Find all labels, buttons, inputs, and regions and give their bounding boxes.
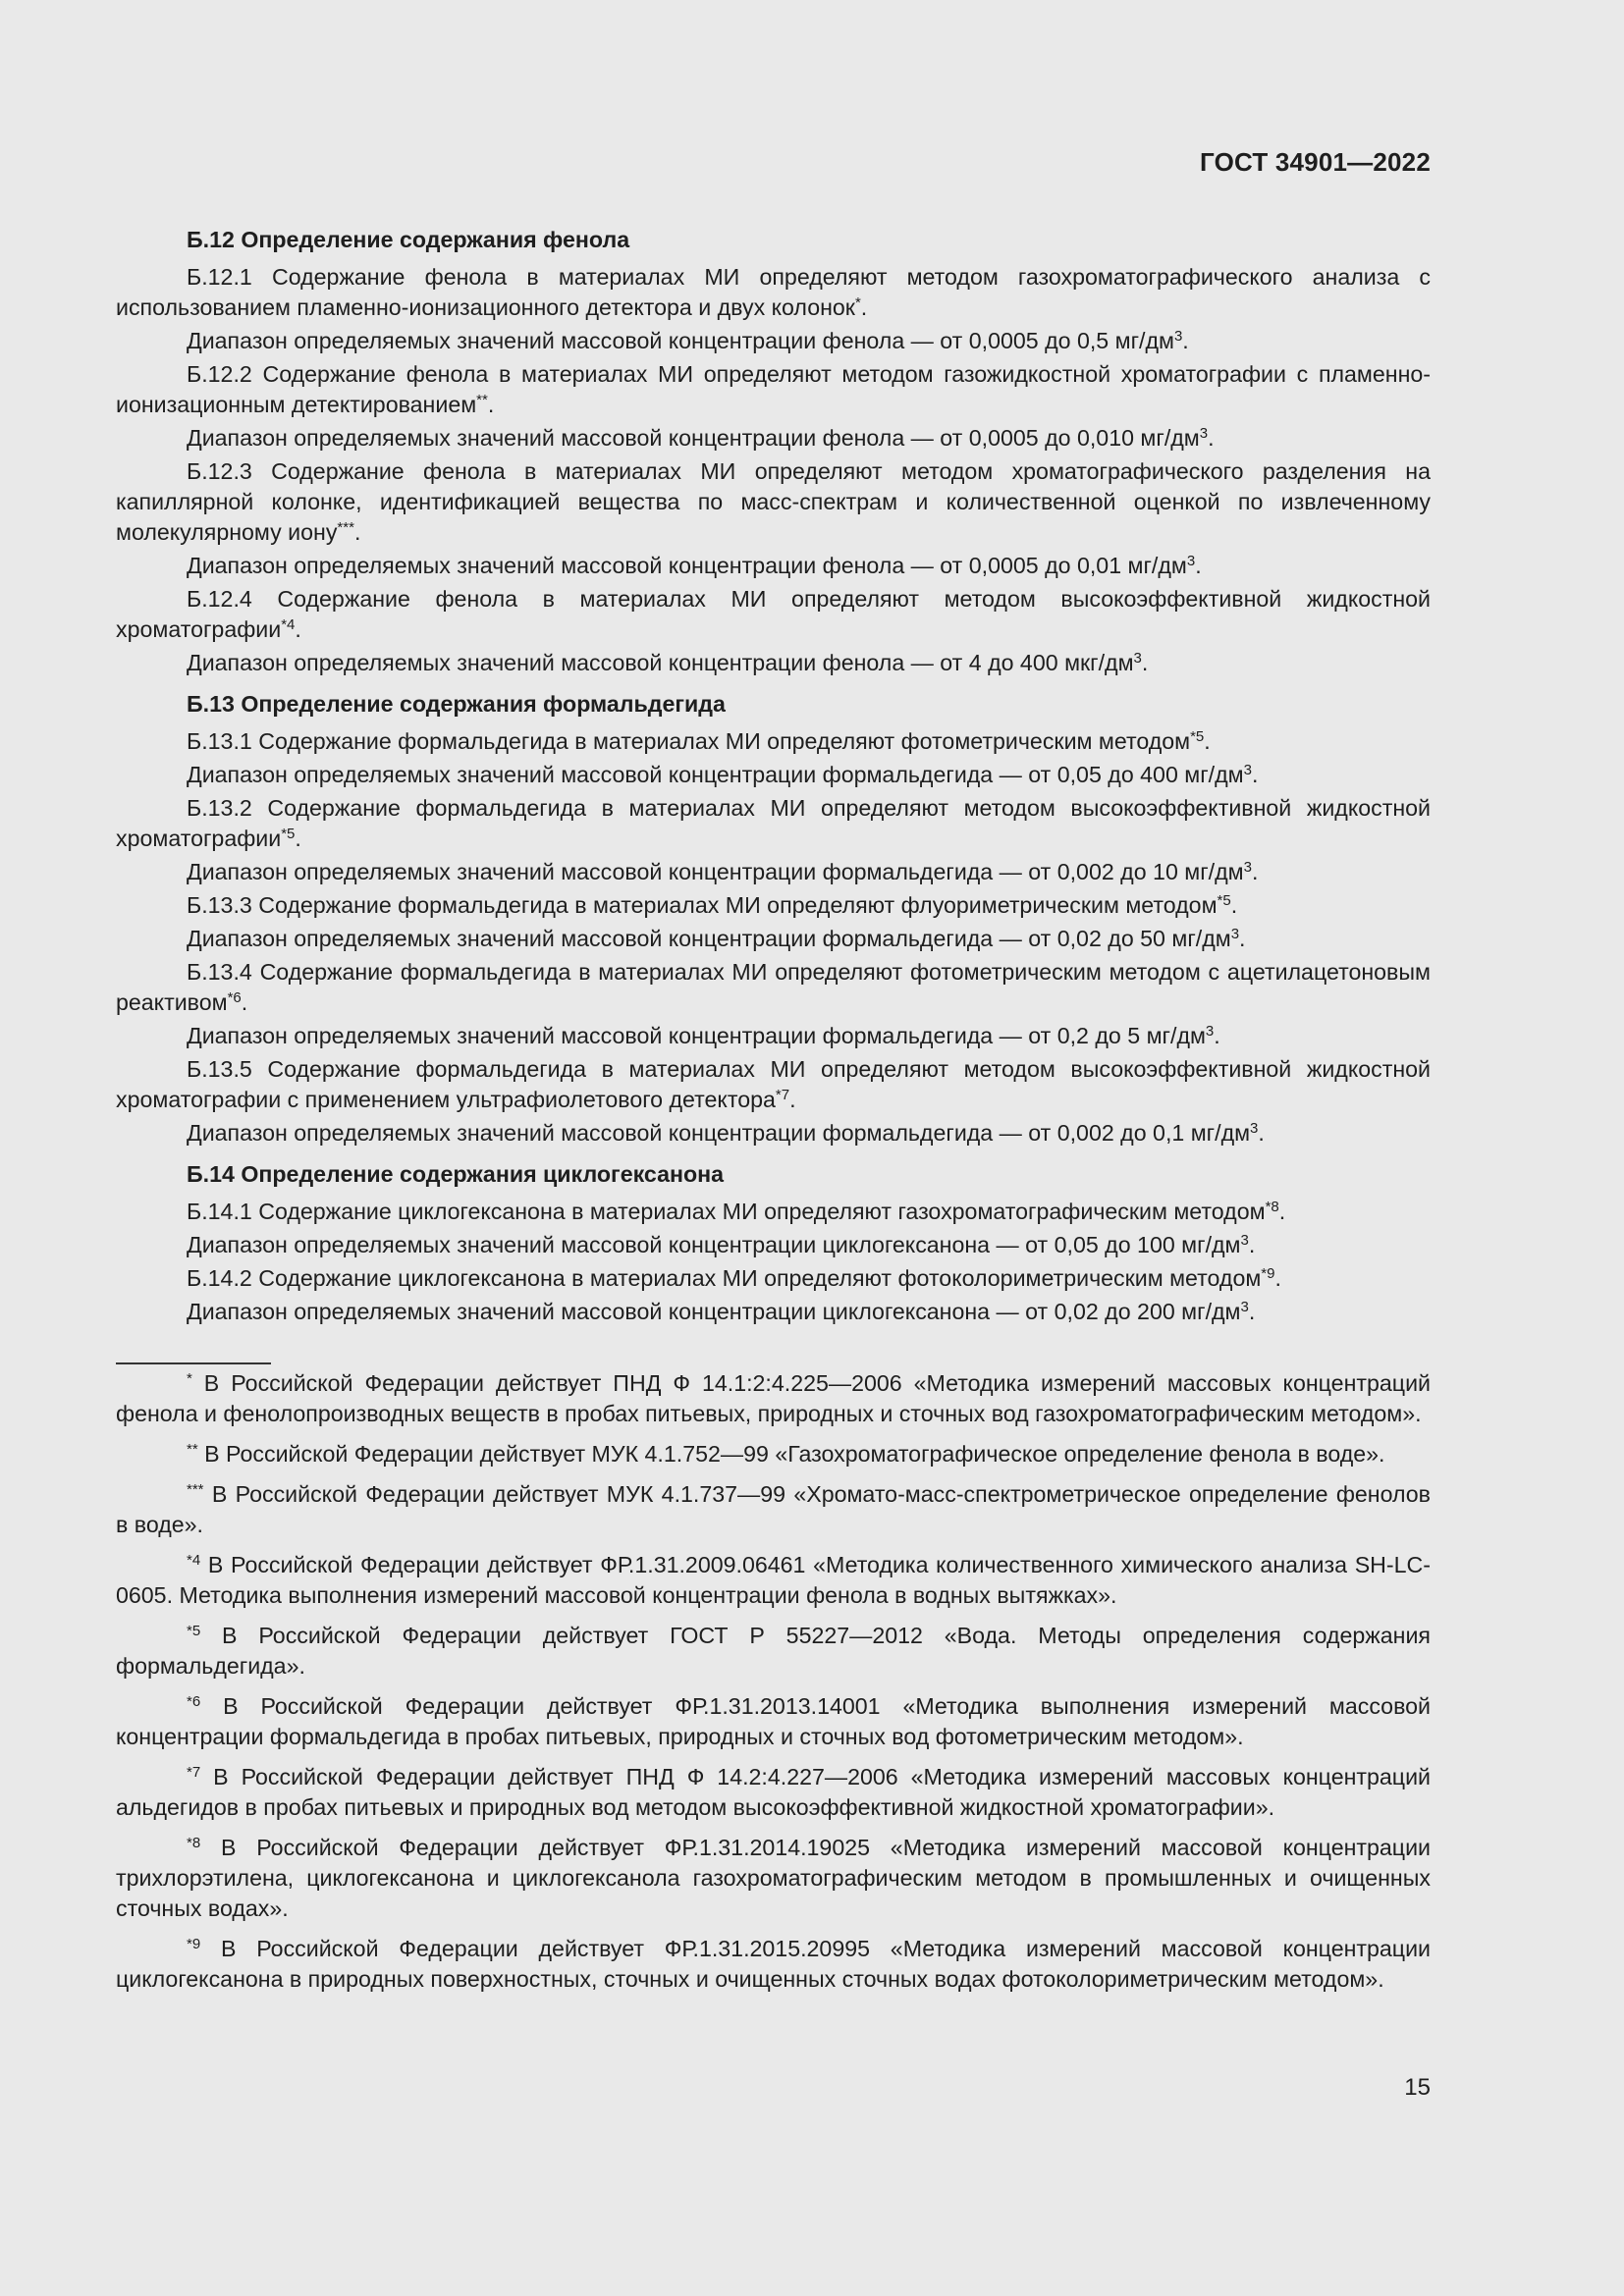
paragraph	[116, 551, 1431, 581]
superscript-mark: *5	[281, 826, 296, 842]
paragraph	[116, 957, 1431, 1018]
paragraph	[116, 1118, 1431, 1148]
main-content	[116, 225, 1431, 1330]
superscript-mark: 3	[1205, 1023, 1215, 1040]
footnote	[116, 1833, 1431, 1924]
paragraph	[116, 1021, 1431, 1051]
paragraph	[116, 423, 1431, 454]
paragraph-text: Б.13.5 Содержание формальдегида в материалах МИ определяют методом высокоэффективной жидкостной хроматографии с применением ультрафиолетового детектора	[116, 1056, 1431, 1112]
superscript-mark: 3	[1230, 926, 1240, 942]
paragraph-tail: .	[1278, 1199, 1286, 1224]
paragraph-tail: .	[295, 826, 301, 851]
paragraph	[116, 1263, 1431, 1294]
footnote-text: В Российской Федерации действует ФР.1.31.2014.19025 «Методика измерений массовой концентрации трихлорэтилена, циклогексанона и циклогексанола газохроматографическим методом в промышленных и очищенных сточных водах».	[116, 1835, 1431, 1921]
paragraph-tail: .	[1195, 553, 1202, 578]
paragraph-text: Диапазон определяемых значений массовой концентрации формальдегида — от 0,02 до 50 мг/дм	[187, 926, 1231, 951]
superscript-mark: *7	[775, 1087, 790, 1103]
paragraph-tail: .	[1141, 650, 1149, 675]
paragraph-text: Диапазон определяемых значений массовой концентрации фенола — от 0,0005 до 0,010 мг/дм	[187, 425, 1200, 451]
paragraph	[116, 584, 1431, 645]
footnote-mark: **	[187, 1441, 198, 1458]
paragraph-text: Диапазон определяемых значений массовой концентрации формальдегида — от 0,05 до 400 мг/дм	[187, 762, 1244, 787]
paragraph	[116, 456, 1431, 548]
section-heading-text: Б.14 Определение содержания циклогексанона	[187, 1161, 725, 1187]
footnote-text: В Российской Федерации действует ПНД Ф 14.1:2:4.225—2006 «Методика измерений массовых концентраций фенола и фенолопроизводных веществ в пробах питьевых, природных и сточных вод газохроматографическим методом».	[116, 1370, 1431, 1426]
paragraph-tail: .	[487, 392, 495, 417]
superscript-mark: ***	[337, 519, 354, 536]
paragraph-text: Диапазон определяемых значений массовой концентрации формальдегида — от 0,002 до 0,1 мг/дм	[187, 1120, 1251, 1146]
footnote-separator	[116, 1362, 271, 1364]
superscript-mark: *	[854, 294, 861, 311]
superscript-mark: 3	[1240, 1232, 1249, 1249]
paragraph-text: Б.12.4 Содержание фенола в материалах МИ определяют методом высокоэффективной жидкостной хроматографии	[116, 586, 1431, 642]
superscript-mark: 3	[1240, 1299, 1249, 1315]
paragraph-text: Б.12.2 Содержание фенола в материалах МИ определяют методом газожидкостной хроматографии с пламенно-ионизационным детектированием	[116, 361, 1431, 417]
paragraph	[116, 726, 1431, 757]
paragraph-tail: .	[1248, 1232, 1256, 1257]
paragraph-text: Диапазон определяемых значений массовой концентрации фенола — от 0,0005 до 0,01 мг/дм	[187, 553, 1187, 578]
paragraph-text: Б.13.1 Содержание формальдегида в материалах МИ определяют фотометрическим методом	[187, 728, 1191, 754]
paragraph-tail: .	[1248, 1299, 1256, 1324]
paragraph-tail: .	[1208, 425, 1215, 451]
footnote-text: В Российской Федерации действует ПНД Ф 14.2:4.227—2006 «Методика измерений массовых концентраций альдегидов в пробах питьевых и природных вод методом высокоэффективной жидкостной хроматографии».	[116, 1764, 1431, 1820]
paragraph	[116, 359, 1431, 420]
superscript-mark: *4	[281, 616, 296, 633]
paragraph	[116, 1054, 1431, 1115]
paragraph	[116, 1230, 1431, 1260]
footnote-text: В Российской Федерации действует ГОСТ Р 55227—2012 «Вода. Методы определения содержания формальдегида».	[116, 1623, 1431, 1679]
footnote	[116, 1479, 1431, 1540]
paragraph-text: Диапазон определяемых значений массовой концентрации циклогексанона — от 0,02 до 200 мг/дм	[187, 1299, 1241, 1324]
footnote-mark: *9	[187, 1936, 201, 1952]
paragraph-tail: .	[1182, 328, 1189, 353]
footnotes-section	[116, 1362, 1431, 2004]
footnote-mark: ***	[187, 1481, 204, 1498]
footnote-mark: *8	[187, 1835, 201, 1851]
footnote	[116, 1762, 1431, 1823]
section-heading-text: Б.12 Определение содержания фенола	[187, 227, 630, 252]
footnote-text: В Российской Федерации действует МУК 4.1.752—99 «Газохроматографическое определение фенола в воде».	[197, 1441, 1385, 1467]
paragraph-text: Б.13.3 Содержание формальдегида в материалах МИ определяют флуориметрическим методом	[187, 892, 1218, 918]
footnote	[116, 1368, 1431, 1429]
document-id-header: ГОСТ 34901—2022	[1200, 147, 1431, 177]
paragraph-tail: .	[1251, 762, 1259, 787]
footnote-mark: *4	[187, 1552, 201, 1569]
paragraph	[116, 924, 1431, 954]
paragraph-text: Б.13.4 Содержание формальдегида в материалах МИ определяют фотометрическим методом с ацетилацетоновым реактивом	[116, 959, 1431, 1015]
footnote	[116, 1550, 1431, 1611]
paragraph	[116, 857, 1431, 887]
paragraph-tail: .	[241, 989, 248, 1015]
superscript-mark: 3	[1243, 762, 1252, 778]
superscript-mark: 3	[1186, 553, 1196, 569]
paragraph-tail: .	[789, 1087, 796, 1112]
superscript-mark: 3	[1243, 859, 1252, 876]
superscript-mark: **	[476, 392, 488, 408]
superscript-mark: 3	[1173, 328, 1183, 345]
paragraph-text: Диапазон определяемых значений массовой концентрации фенола — от 0,0005 до 0,5 мг/дм	[187, 328, 1174, 353]
footnote-text: В Российской Федерации действует ФР.1.31.2015.20995 «Методика измерений массовой концентрации циклогексанона в природных поверхностных, сточных и очищенных сточных водах фотоколориметрическим методом».	[116, 1936, 1431, 1992]
superscript-mark: *5	[1190, 728, 1205, 745]
paragraph-text: Диапазон определяемых значений массовой концентрации формальдегида — от 0,2 до 5 мг/дм	[187, 1023, 1206, 1048]
paragraph-text: Б.13.2 Содержание формальдегида в материалах МИ определяют методом высокоэффективной жидкостной хроматографии	[116, 795, 1431, 851]
superscript-mark: 3	[1133, 650, 1142, 667]
paragraph-tail: .	[1274, 1265, 1281, 1291]
paragraph	[116, 1297, 1431, 1327]
paragraph	[116, 326, 1431, 356]
footnote-text: В Российской Федерации действует ФР.1.31.2009.06461 «Методика количественного химического анализа SH-LC-0605. Методика выполнения измерений массовой концентрации фенола в водных вытяжках».	[116, 1552, 1431, 1608]
superscript-mark: *8	[1265, 1199, 1279, 1215]
paragraph-text: Диапазон определяемых значений массовой концентрации циклогексанона — от 0,05 до 100 мг/дм	[187, 1232, 1241, 1257]
superscript-mark: *9	[1261, 1265, 1275, 1282]
section-heading	[116, 1159, 1431, 1190]
paragraph-tail: .	[295, 616, 301, 642]
paragraph	[116, 890, 1431, 921]
footnote-mark: *5	[187, 1623, 201, 1639]
paragraph-text: Б.12.1 Содержание фенола в материалах МИ определяют методом газохроматографического анализа с использованием пламенно-ионизационного детектора и двух колонок	[116, 264, 1431, 320]
superscript-mark: *6	[227, 989, 242, 1006]
superscript-mark: *5	[1217, 892, 1231, 909]
paragraph-text: Б.14.1 Содержание циклогексанона в материалах МИ определяют газохроматографическим методом	[187, 1199, 1266, 1224]
paragraph	[116, 1197, 1431, 1227]
paragraph-tail: .	[1230, 892, 1238, 918]
paragraph-tail: .	[1214, 1023, 1220, 1048]
page-number: 15	[1404, 2074, 1431, 2101]
footnote-mark: *6	[187, 1693, 201, 1710]
paragraph-tail: .	[1204, 728, 1211, 754]
paragraph-text: Б.12.3 Содержание фенола в материалах МИ определяют методом хроматографического разделения на капиллярной колонке, идентификацией вещества по масс-спектрам и количественной оценкой по извлеченному молекулярному иону	[116, 458, 1431, 545]
footnote	[116, 1439, 1431, 1469]
paragraph-tail: .	[353, 519, 361, 545]
paragraph-tail: .	[1251, 859, 1259, 884]
footnote-text: В Российской Федерации действует МУК 4.1.737—99 «Хромато-масс-спектрометрическое определение фенолов в воде».	[116, 1481, 1431, 1537]
footnote-mark: *7	[187, 1764, 201, 1781]
paragraph-text: Диапазон определяемых значений массовой концентрации фенола — от 4 до 400 мкг/дм	[187, 650, 1134, 675]
footnote	[116, 1691, 1431, 1752]
section-heading	[116, 689, 1431, 720]
superscript-mark: 3	[1250, 1120, 1259, 1137]
footnote	[116, 1934, 1431, 1995]
footnote-mark: *	[187, 1370, 192, 1387]
paragraph-tail: .	[860, 294, 868, 320]
footnote-text: В Российской Федерации действует ФР.1.31.2013.14001 «Методика выполнения измерений массовой концентрации формальдегида в пробах питьевых, природных и сточных вод фотометрическим методом».	[116, 1693, 1431, 1749]
paragraph	[116, 262, 1431, 323]
section-heading	[116, 225, 1431, 255]
paragraph	[116, 793, 1431, 854]
paragraph-text: Диапазон определяемых значений массовой концентрации формальдегида — от 0,002 до 10 мг/дм	[187, 859, 1244, 884]
paragraph-tail: .	[1258, 1120, 1265, 1146]
paragraph	[116, 760, 1431, 790]
paragraph-tail: .	[1239, 926, 1246, 951]
footnote	[116, 1621, 1431, 1682]
superscript-mark: 3	[1199, 425, 1209, 442]
paragraph	[116, 648, 1431, 678]
paragraph-text: Б.14.2 Содержание циклогексанона в материалах МИ определяют фотоколориметрическим методом	[187, 1265, 1262, 1291]
section-heading-text: Б.13 Определение содержания формальдегида	[187, 691, 726, 717]
